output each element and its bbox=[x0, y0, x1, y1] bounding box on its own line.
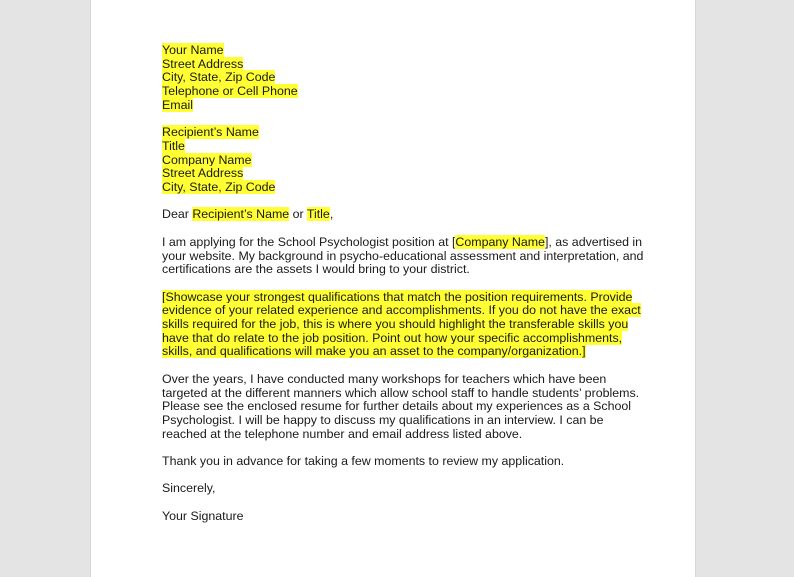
showcase-line-1: [Showcase your strongest qualifications that match the position requirements. Provide bbox=[162, 289, 633, 304]
recipient-title: Title bbox=[162, 138, 185, 153]
thanks-text: Thank you in advance for taking a few moments to review my application. bbox=[162, 454, 565, 468]
showcase-line-5: skills, and qualifications will make you an asset to the company/organization.] bbox=[162, 344, 586, 359]
salutation-name: Recipient’s Name bbox=[192, 207, 290, 222]
recipient-company: Company Name bbox=[162, 152, 252, 167]
intro-line-2: your website. My background in psycho-educational assessment and interpretation, and bbox=[162, 248, 644, 263]
experience-line-3: Please see the enclosed resume for further details about my experiences as a School bbox=[162, 399, 632, 414]
salutation-prefix: Dear bbox=[162, 207, 193, 222]
recipient-name: Recipient’s Name bbox=[162, 125, 259, 140]
closing bbox=[162, 482, 632, 496]
showcase-paragraph bbox=[162, 289, 641, 360]
recipient-city: City, State, Zip Code bbox=[162, 180, 276, 195]
intro-company: Company Name bbox=[455, 234, 545, 249]
experience-line-5: reached at the telephone number and email address listed above. bbox=[162, 426, 523, 441]
experience-line-2: targeted at the different manners which allow school staff to handle students’ problems. bbox=[162, 385, 640, 400]
recipient-block bbox=[162, 126, 632, 195]
salutation-suffix: , bbox=[329, 207, 334, 222]
showcase-line-3: skills required for the job, this is where you should highlight the transferable skills you bbox=[162, 317, 629, 331]
sender-email: Email bbox=[162, 97, 193, 112]
sender-block bbox=[162, 44, 632, 113]
sender-street: Street Address bbox=[162, 56, 244, 71]
salutation bbox=[162, 208, 632, 222]
showcase-line-2: evidence of your related experience and accomplishments. If you do not have the exact bbox=[162, 303, 641, 318]
intro-text-1: I am applying for the School Psychologist position at [ bbox=[162, 234, 456, 249]
recipient-street: Street Address bbox=[162, 166, 244, 181]
signature-text: Your Signature bbox=[162, 508, 244, 523]
intro-text-2: ], as advertised in bbox=[544, 234, 643, 249]
experience-line-4: Psychologist. I will be happy to discuss my qualifications in an interview. I can be bbox=[162, 412, 604, 427]
salutation-title: Title bbox=[306, 207, 330, 222]
showcase-line-4: have that do relate to the job position. Point out how your specific accomplishments, bbox=[162, 330, 623, 345]
closing-text: Sincerely, bbox=[162, 481, 216, 496]
experience-paragraph bbox=[162, 371, 640, 442]
signature bbox=[162, 510, 632, 524]
sender-name: Your Name bbox=[162, 43, 224, 57]
intro-line-3: certifications are the assets I would bring to your district. bbox=[162, 262, 470, 277]
sender-phone: Telephone or Cell Phone bbox=[162, 84, 298, 99]
intro-paragraph bbox=[162, 234, 644, 277]
letter-body bbox=[162, 43, 644, 523]
thanks-paragraph bbox=[162, 455, 632, 469]
experience-line-1: Over the years, I have conducted many workshops for teachers which have been bbox=[162, 371, 607, 386]
document-page bbox=[90, 0, 696, 577]
salutation-or: or bbox=[289, 207, 307, 222]
sender-city: City, State, Zip Code bbox=[162, 70, 276, 85]
